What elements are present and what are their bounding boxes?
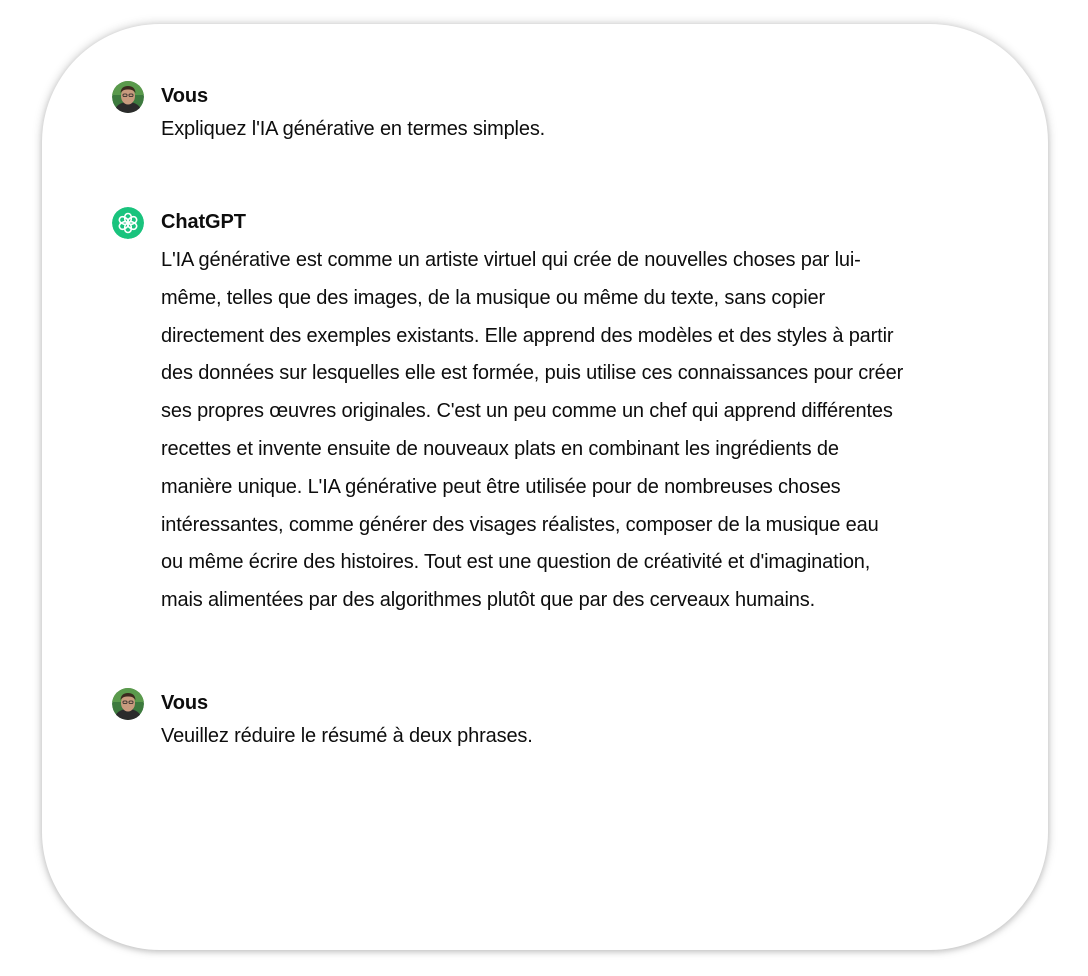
chat-card: [42, 24, 1048, 950]
message-author: ChatGPT: [161, 211, 246, 233]
message-line: intéressantes, comme générer des visages réalistes, composer de la musique eau: [161, 513, 879, 536]
user-avatar-icon: [112, 688, 144, 720]
user-avatar-icon: [112, 81, 144, 113]
message-line: mais alimentées par des algorithmes plutôt que par des cerveaux humains.: [161, 589, 815, 612]
message-line: manière unique. L'IA générative peut être utilisée pour de nombreuses choses: [161, 475, 841, 498]
openai-logo-icon: [112, 207, 144, 239]
message-text: Expliquez l'IA générative en termes simples.: [161, 118, 546, 140]
message-line: recettes et invente ensuite de nouveaux plats en combinant les ingrédients de: [161, 437, 839, 460]
message-text: Veuillez réduire le résumé à deux phrases.: [161, 725, 533, 747]
message-line: des données sur lesquelles elle est formée, puis utilise ces connaissances pour créer: [161, 362, 904, 385]
message-line: même, telles que des images, de la musique ou même du texte, sans copier: [161, 286, 825, 309]
message-text: [161, 242, 991, 620]
message-line: ou même écrire des histoires. Tout est une question de créativité et d'imagination,: [161, 551, 871, 574]
message-line: L'IA générative est comme un artiste virtuel qui crée de nouvelles choses par lui-: [161, 249, 861, 271]
message-author: Vous: [161, 85, 209, 107]
message-line: directement des exemples existants. Elle apprend des modèles et des styles à partir: [161, 324, 894, 347]
message-line: ses propres œuvres originales. C'est un peu comme un chef qui apprend différentes: [161, 400, 893, 423]
message-author: Vous: [161, 692, 209, 714]
